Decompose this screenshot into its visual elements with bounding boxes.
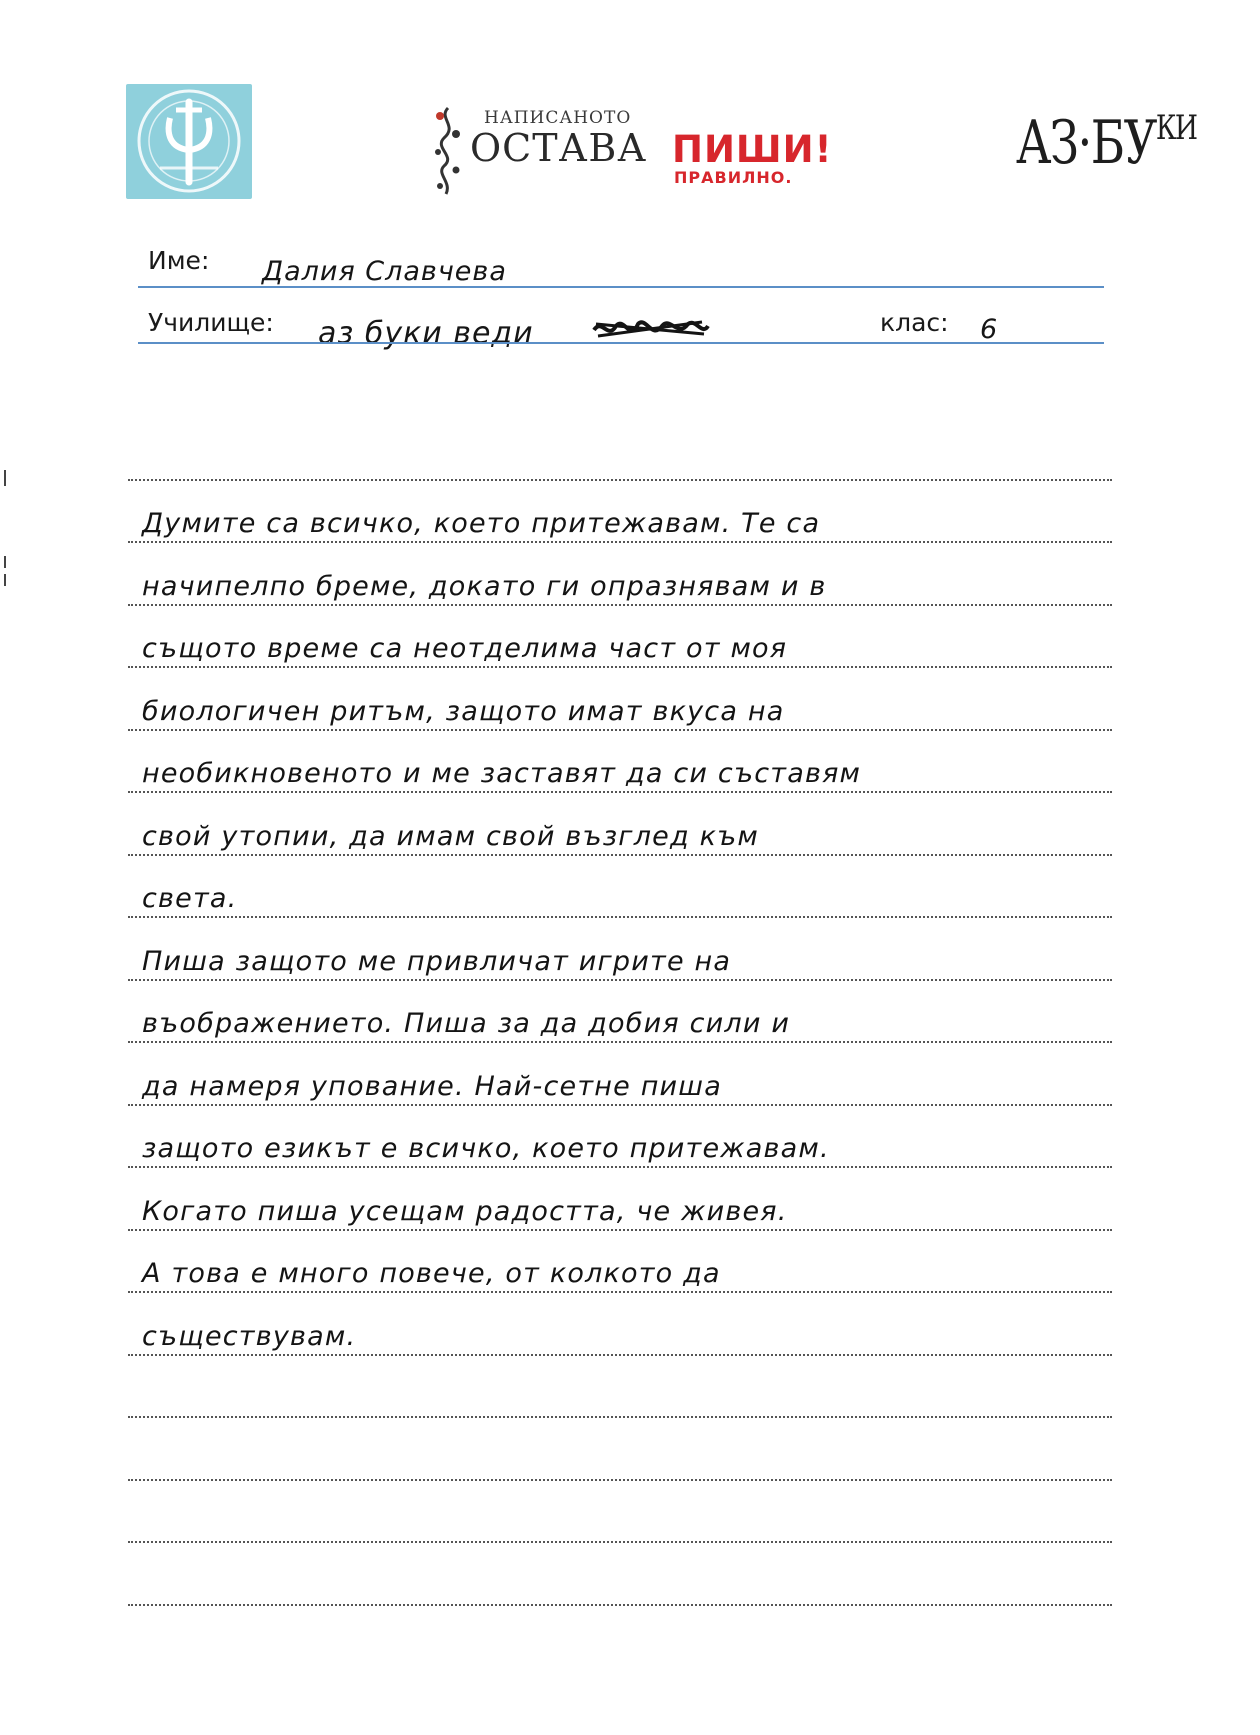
essay-line-text: А това е много повече, от колкото да [142, 1258, 721, 1289]
essay-line [128, 793, 1112, 856]
essay-line [128, 1043, 1112, 1106]
margin-mark [4, 470, 6, 486]
name-value: Далия Славчева [262, 256, 507, 287]
essay-line-text: въображението. Пиша за да добия сили и [142, 1008, 791, 1039]
essay-line-text: Думите са всичко, което притежавам. Те са [142, 508, 821, 539]
logo-right-main: АЗ·БУ [1016, 108, 1156, 178]
margin-mark [4, 556, 6, 568]
essay-line [128, 606, 1112, 669]
essay-line [128, 1418, 1112, 1481]
essay-line [128, 731, 1112, 794]
essay-line-text: Когато пиша усещам радостта, че живея. [142, 1195, 788, 1227]
essay-line-text: начипелпо бреме, докато ги опрaзнявам и в [142, 570, 827, 602]
name-field-line [138, 286, 1104, 288]
essay-line [128, 481, 1112, 544]
essay-line [128, 1356, 1112, 1419]
school-value: аз буки веди [318, 316, 534, 351]
essay-line [128, 1231, 1112, 1294]
essay-line [128, 418, 1112, 481]
az-buki-logo [1016, 108, 1196, 178]
logo-small-text: НАПИСАНОТО [484, 108, 632, 128]
essay-line [128, 1106, 1112, 1169]
essay-line [128, 981, 1112, 1044]
essay-line-text: същото време са неотделима част от моя [142, 633, 788, 664]
essay-line [128, 856, 1112, 919]
essay-lines [128, 418, 1112, 1606]
essay-line-text: да намеря упование. Най-сетне пиша [142, 1070, 722, 1102]
essay-line [128, 543, 1112, 606]
essay-line-text: съществувам. [142, 1320, 357, 1352]
napisanoto-ostava-logo [430, 104, 850, 200]
logo-slogan: ПИШИ! [672, 128, 833, 171]
essay-line [128, 668, 1112, 731]
crossed-out-scribble [592, 312, 710, 344]
class-value: 6 [980, 314, 999, 345]
logo-right-sup: КИ [1155, 108, 1197, 148]
logo-slogan-sub: ПРАВИЛНО. [674, 168, 793, 187]
essay-line-text: Пиша защото ме привличат игрите на [142, 945, 732, 977]
essay-line [128, 1293, 1112, 1356]
essay-line [128, 1543, 1112, 1606]
essay-line-text: биологичен ритъм, защото имат вкуса на [142, 695, 785, 727]
school-label: Училище: [148, 308, 274, 337]
name-label: Име: [148, 246, 210, 275]
essay-line-text: свой утопии, да имам свой възглед към [142, 820, 759, 852]
ornament-icon [430, 104, 468, 198]
essay-line [128, 1481, 1112, 1544]
essay-line-text: защото езикът е всичко, което притежавам. [142, 1133, 830, 1164]
essay-line-text: света. [142, 883, 238, 914]
seal-logo [126, 84, 252, 199]
class-label: клас: [880, 308, 949, 337]
essay-line [128, 1168, 1112, 1231]
school-field-line [138, 342, 1104, 344]
essay-line [128, 918, 1112, 981]
margin-mark [4, 574, 6, 586]
logo-big-text: ОСТАВА [470, 126, 648, 170]
essay-line-text: необикновеното и ме заставят да си съставям [142, 758, 862, 789]
